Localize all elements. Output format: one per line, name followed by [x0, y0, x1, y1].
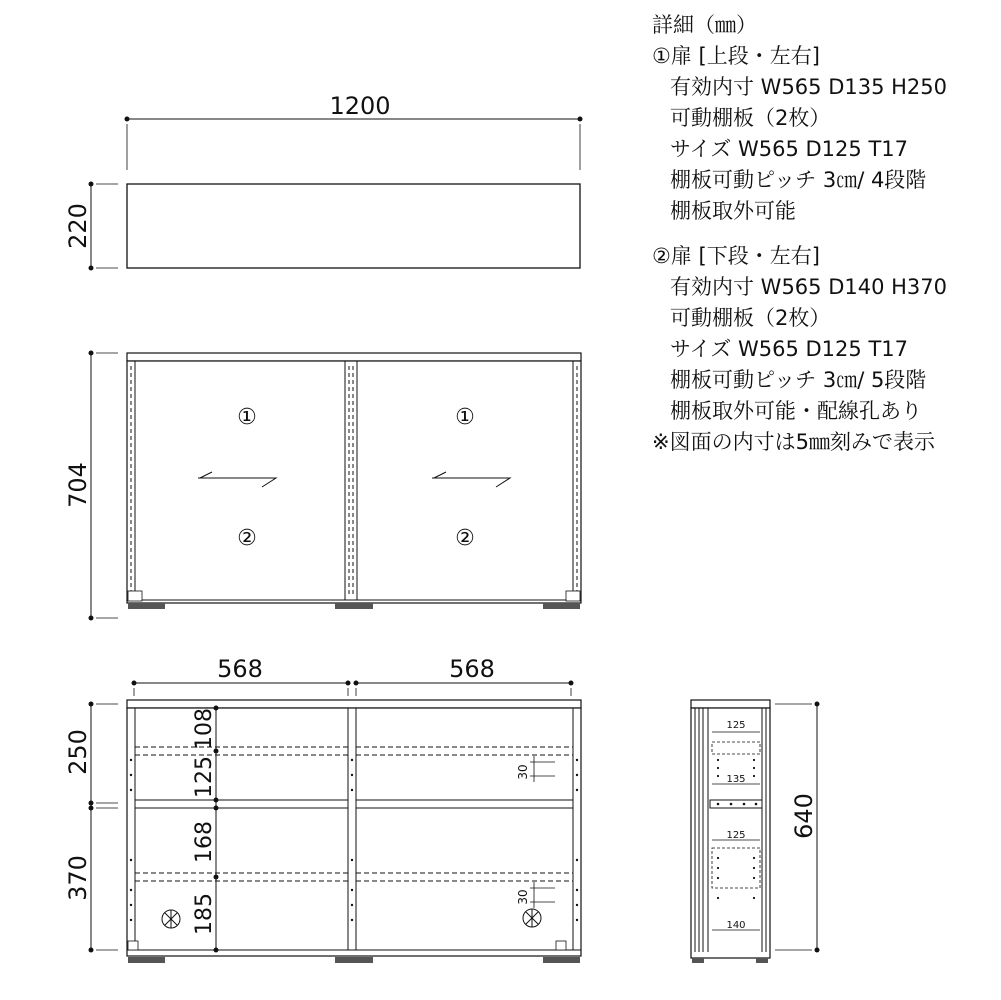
top-view — [64, 92, 583, 271]
upper-height-label: 250 — [64, 729, 92, 775]
front-top-board — [127, 353, 581, 361]
pitch-lower-label: 30 — [516, 889, 530, 905]
top-width-label: 1200 — [329, 92, 391, 120]
footnote: ※図面の内寸は5㎜刻みで表示 — [652, 430, 935, 454]
top-view-outline — [127, 184, 580, 268]
foot — [128, 603, 165, 609]
upper-space-label: 108 — [192, 708, 217, 750]
upper-door-heading: ①扉 [上段・左右] — [652, 44, 820, 68]
lower-space-label: 168 — [192, 821, 217, 863]
upper-line: 有効内寸 W565 D135 H250 — [670, 75, 947, 99]
right-upper-mark: ① — [455, 405, 475, 430]
side-height-label: 640 — [790, 793, 818, 839]
side-upper-shelf-label: 125 — [726, 720, 746, 731]
pitch-upper-label: 30 — [516, 764, 530, 780]
side-upper-depth-label: 135 — [726, 774, 746, 785]
side-lower-shelf-label: 125 — [726, 830, 746, 841]
lower-pitch-label: 185 — [192, 893, 217, 935]
side-lower-depth-label: 140 — [726, 920, 746, 931]
foot — [335, 603, 373, 609]
lower-line: 可動棚板（2枚） — [670, 306, 831, 330]
lower-door-heading: ②扉 [下段・左右] — [652, 244, 820, 268]
upper-line: 棚板可動ピッチ 3㎝/ 4段階 — [670, 168, 927, 192]
lower-line: 有効内寸 W565 D140 H370 — [670, 275, 947, 299]
front-height-label: 704 — [64, 462, 92, 508]
right-width-label: 568 — [449, 655, 495, 683]
front-view — [64, 351, 581, 621]
notes-title: 詳細（㎜） — [652, 13, 757, 37]
upper-line: 棚板取外可能 — [670, 199, 796, 223]
lower-line: 棚板取外可能・配線孔あり — [670, 399, 922, 423]
upper-pitch-label: 125 — [192, 756, 217, 798]
lower-height-label: 370 — [64, 855, 92, 901]
foot — [543, 603, 580, 609]
left-lower-mark: ② — [237, 526, 257, 551]
upper-line: 可動棚板（2枚） — [670, 106, 831, 130]
front-body — [127, 361, 581, 603]
lower-line: 棚板可動ピッチ 3㎝/ 5段階 — [670, 368, 927, 392]
left-width-label: 568 — [217, 655, 263, 683]
top-depth-label: 220 — [64, 203, 92, 249]
upper-line: サイズ W565 D125 T17 — [670, 137, 908, 161]
interior-view — [64, 655, 581, 963]
lower-line: サイズ W565 D125 T17 — [670, 337, 908, 361]
spec-notes — [652, 10, 1001, 458]
side-view — [691, 700, 820, 963]
right-lower-mark: ② — [455, 526, 475, 551]
left-upper-mark: ① — [237, 405, 257, 430]
